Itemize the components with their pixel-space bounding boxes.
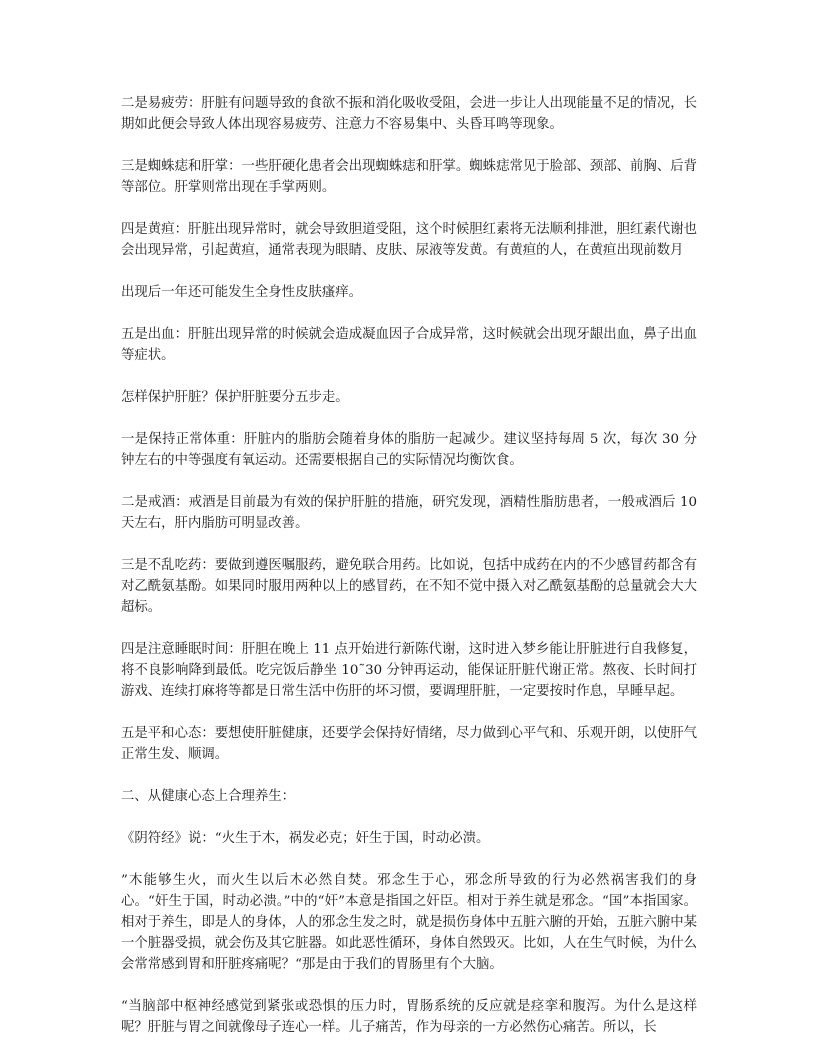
- paragraph-itching: 出现后一年还可能发生全身性皮肤瘙痒。: [121, 285, 363, 300]
- paragraph-step-weight: 一是保持正常体重：肝脏内的脂肪会随着身体的脂肪一起减少。建议坚持每周 5 次，每次 30 分钟左右的中等强度有氧运动。还需要根据自己的实际情况均衡饮食。: [121, 432, 697, 468]
- paragraph-step-sleep: 四是注意睡眠时间：肝胆在晚上 11 点开始进行新陈代谢，这时进入梦乡能让肝脏进行自我修复，将不良影响降到最低。吃完饭后静坐 10˜30 分钟再运动，能保证肝脏代谢正常。熬夜、长时间打游戏、连续打麻将等都是日常生活中伤肝的坏习惯，要调理肝脏，一定要按时作息，早睡早起。: [121, 642, 697, 699]
- paragraph-jaundice: 四是黄疸：肝脏出现异常时，就会导致胆道受阻，这个时候胆红素将无法顺利排泄，胆红素代谢也会出现异常，引起黄疸，通常表现为眼睛、皮肤、尿液等发黄。有黄疸的人，在黄疸出现前数月: [121, 222, 697, 258]
- paragraph-step-mindset: 五是平和心态：要想使肝脏健康，还要学会保持好情绪，尽力做到心平气和、乐观开朗，以使肝气正常生发、顺调。: [121, 726, 697, 762]
- paragraph-bleeding: 五是出血：肝脏出现异常的时候就会造成凝血因子合成异常，这时候就会出现牙龈出血，鼻子出血等症状。: [121, 327, 697, 363]
- paragraph-stomach-brain: “当脑部中枢神经感觉到紧张或恐惧的压力时，胃肠系统的反应就是痉挛和腹泻。为什么是这样呢？肝脏与胃之间就像母子连心一样。儿子痛苦，作为母亲的一方必然伤心痛苦。所以，长: [121, 999, 697, 1035]
- document-page: [121, 93, 697, 1059]
- section-heading-mental-health: 二、从健康心态上合理养生：: [121, 789, 296, 804]
- paragraph-how-to-protect: 怎样保护肝脏？保护肝脏要分五步走。: [121, 390, 349, 405]
- paragraph-spider-nevus: 三是蜘蛛痣和肝掌：一些肝硬化患者会出现蜘蛛痣和肝掌。蜘蛛痣常见于脸部、颈部、前胸、后背等部位。肝掌则常出现在手掌两则。: [121, 159, 697, 195]
- paragraph-step-medicine: 三是不乱吃药：要做到遵医嘱服药，避免联合用药。比如说，包括中成药在内的不少感冒药都含有对乙酰氨基酚。如果同时服用两种以上的感冒药，在不知不觉中摄入对乙酰氨基酚的总量就会大大超标。: [121, 558, 697, 615]
- paragraph-explanation: ”木能够生火，而火生以后木必然自焚。邪念生于心，邪念所导致的行为必然祸害我们的身心。“奸生于国，时动必溃。”中的“奸”本意是指国之奸臣。相对于养生就是邪念。“国”本指国家。相对于养生，即是人的身体，人的邪念生发之时，就是损伤身体中五脏六腑的开始，五脏六腑中某一个脏器受损，就会伤及其它脏器。如此恶性循环，身体自然毁灭。比如，人在生气时候，为什么会常常感到胃和肝脏疼痛呢？“那是由于我们的胃肠里有个大脑。: [121, 873, 697, 972]
- paragraph-yinfujing-quote: 《阴符经》说：“火生于木，祸发必克；奸生于国，时动必溃。: [121, 831, 490, 846]
- paragraph-step-alcohol: 二是戒酒：戒酒是目前最为有效的保护肝脏的措施，研究发现，酒精性脂肪患者，一般戒酒后 10 天左右，肝内脂肪可明显改善。: [121, 495, 697, 531]
- paragraph-fatigue: 二是易疲劳：肝脏有问题导致的食欲不振和消化吸收受阻，会进一步让人出现能量不足的情况，长期如此便会导致人体出现容易疲劳、注意力不容易集中、头昏耳鸣等现象。: [121, 96, 697, 132]
